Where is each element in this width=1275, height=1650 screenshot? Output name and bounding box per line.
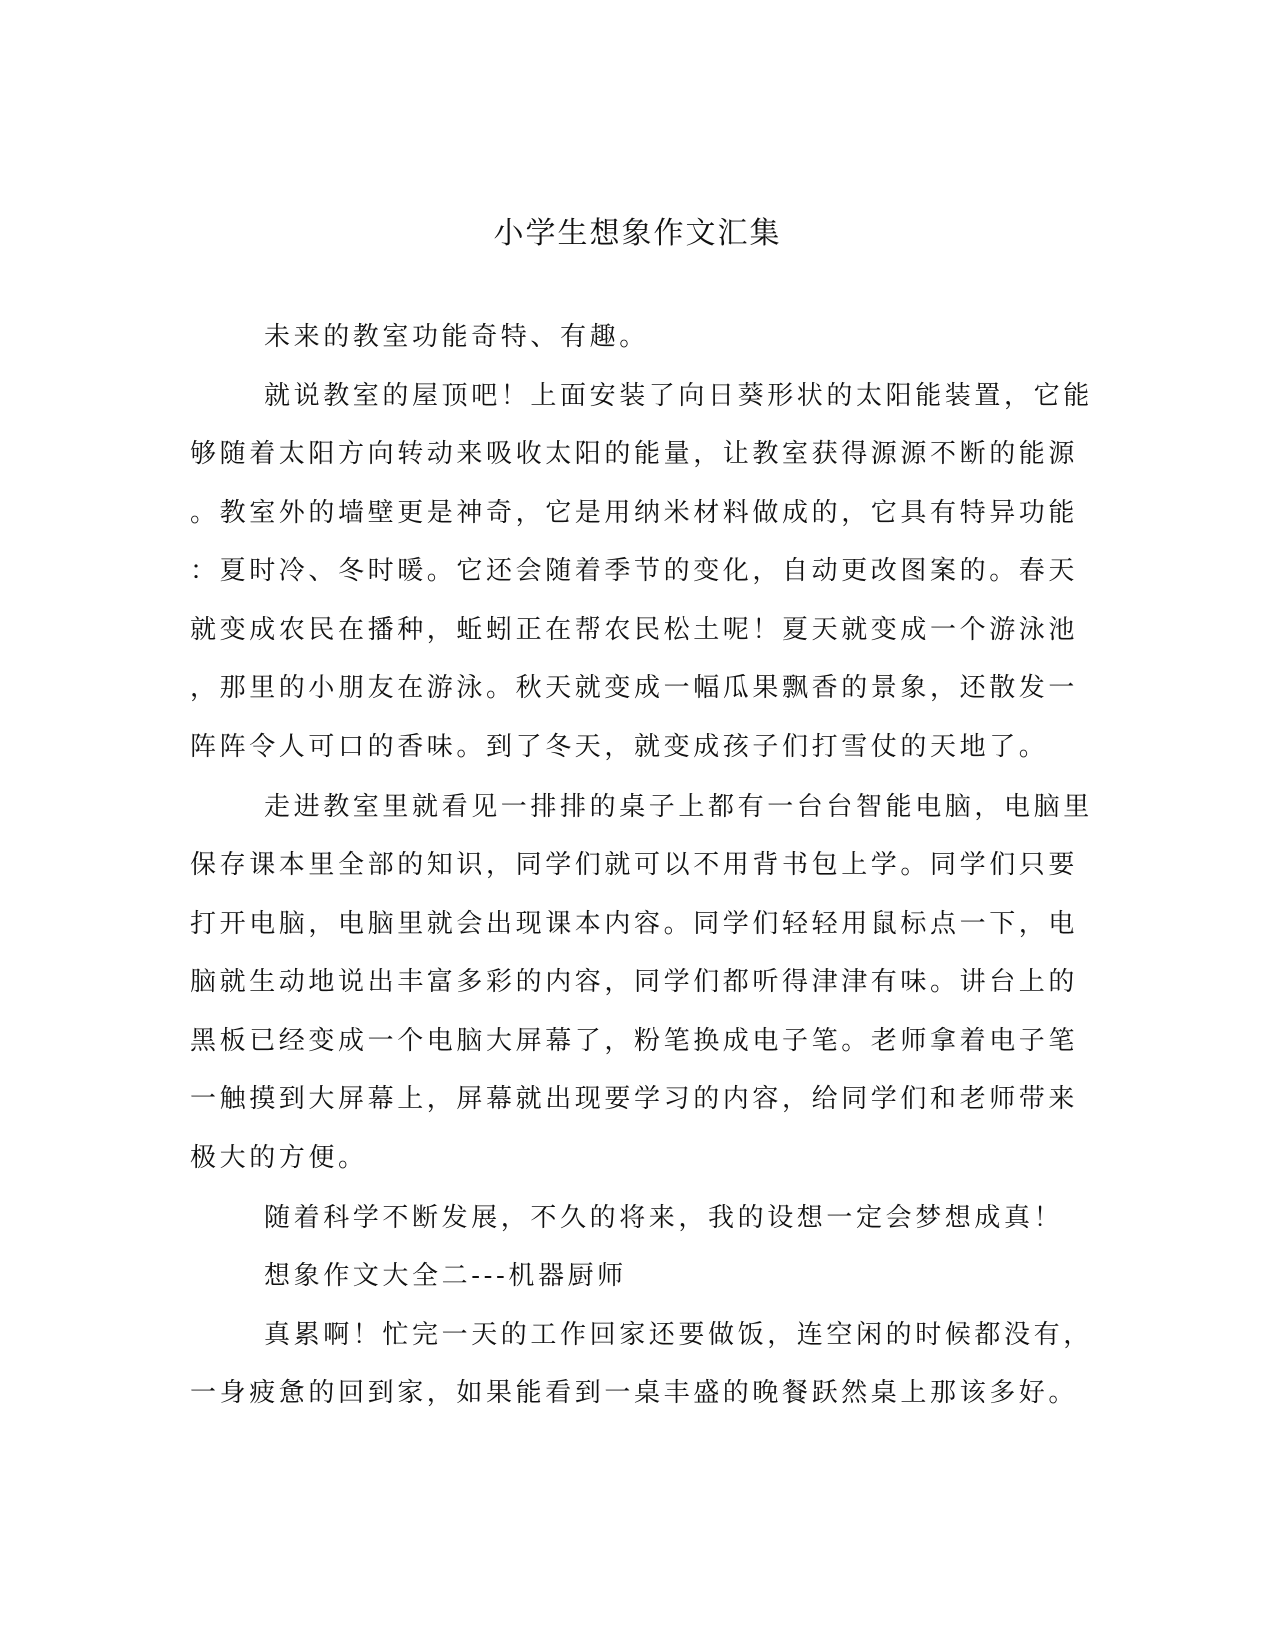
text-line: 就变成农民在播种，蚯蚓正在帮农民松土呢！夏天就变成一个游泳池 bbox=[190, 615, 1079, 645]
text-line: 脑就生动地说出丰富多彩的内容，同学们都听得津津有味。讲台上的 bbox=[190, 967, 1079, 997]
text-line: 保存课本里全部的知识，同学们就可以不用背书包上学。同学们只要 bbox=[190, 850, 1079, 880]
document-title: 小学生想象作文汇集 bbox=[493, 216, 782, 251]
text-line: 真累啊！忙完一天的工作回家还要做饭，连空闲的时候都没有， bbox=[264, 1320, 1093, 1350]
text-line: 阵阵令人可口的香味。到了冬天，就变成孩子们打雪仗的天地了。 bbox=[190, 732, 1049, 762]
section-heading: 想象作文大全二---机器厨师 bbox=[264, 1261, 627, 1291]
text-line: 黑板已经变成一个电脑大屏幕了，粉笔换成电子笔。老师拿着电子笔 bbox=[190, 1026, 1079, 1056]
text-line: 就说教室的屋顶吧！上面安装了向日葵形状的太阳能装置，它能 bbox=[264, 381, 1093, 411]
text-line: 未来的教室功能奇特、有趣。 bbox=[264, 322, 649, 352]
text-line: 随着科学不断发展，不久的将来，我的设想一定会梦想成真！ bbox=[264, 1203, 1064, 1233]
text-line: 打开电脑，电脑里就会出现课本内容。同学们轻轻用鼠标点一下，电 bbox=[190, 909, 1079, 939]
text-line: 极大的方便。 bbox=[190, 1143, 368, 1173]
text-line: 。教室外的墙壁更是神奇，它是用纳米材料做成的，它具有特异功能 bbox=[190, 498, 1079, 528]
text-line: 走进教室里就看见一排排的桌子上都有一台台智能电脑，电脑里 bbox=[264, 792, 1093, 822]
text-line: ：夏时冷、冬时暖。它还会随着季节的变化，自动更改图案的。春天 bbox=[190, 556, 1079, 586]
text-line: ，那里的小朋友在游泳。秋天就变成一幅瓜果飘香的景象，还散发一 bbox=[190, 673, 1079, 703]
text-line: 够随着太阳方向转动来吸收太阳的能量，让教室获得源源不断的能源 bbox=[190, 439, 1079, 469]
text-line: 一身疲惫的回到家，如果能看到一桌丰盛的晚餐跃然桌上那该多好。 bbox=[190, 1378, 1079, 1408]
text-line: 一触摸到大屏幕上，屏幕就出现要学习的内容，给同学们和老师带来 bbox=[190, 1084, 1079, 1114]
